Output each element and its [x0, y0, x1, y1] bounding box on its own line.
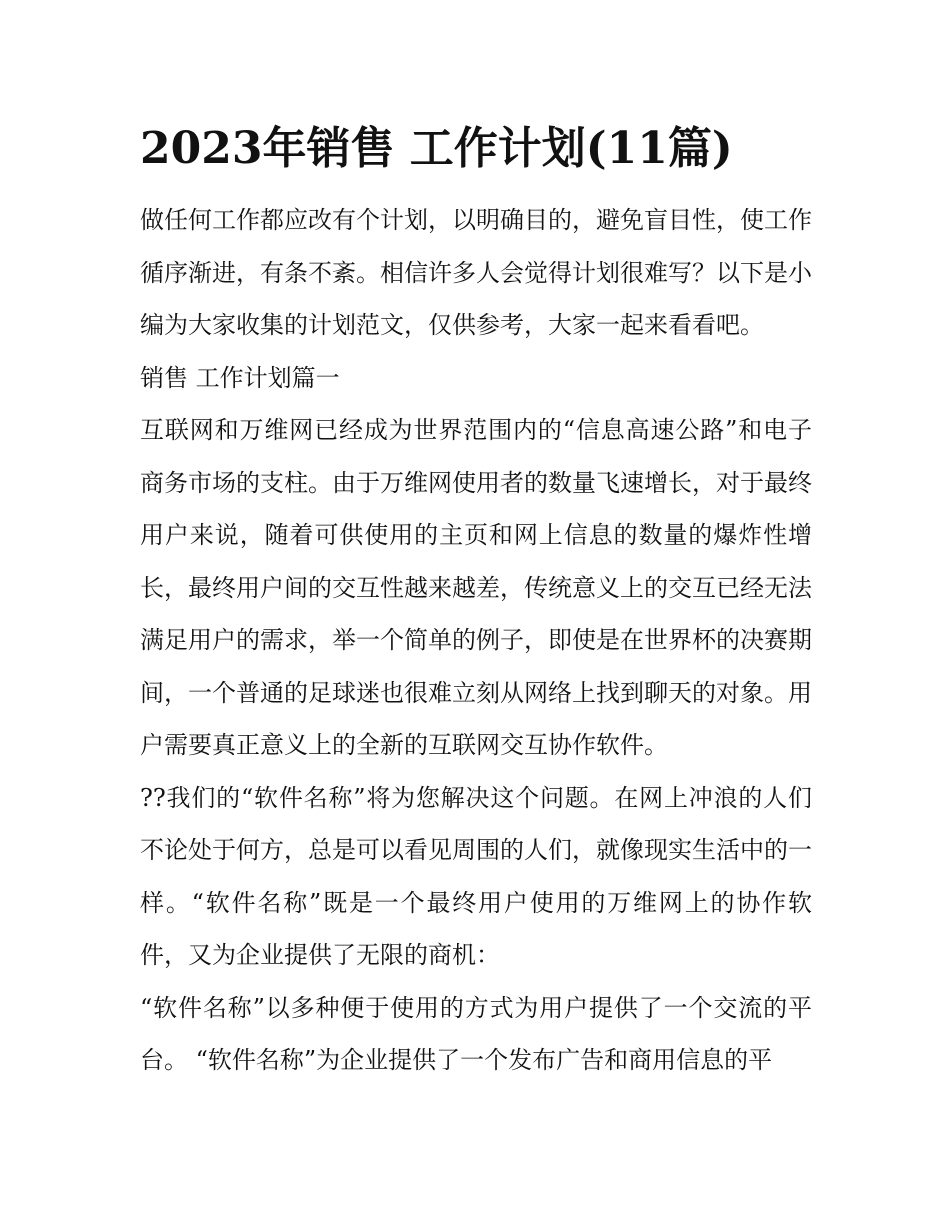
document-page [140, 112, 812, 1087]
intro-paragraph: 做任何工作都应改有个计划，以明确目的，避免盲目性，使工作循序渐进，有条不紊。相信许多人会觉得计划很难写？以下是小编为大家收集的计划范文，仅供参考，大家一起来看看吧。 [140, 206, 812, 339]
section-heading: 销售 工作计划篇一 [140, 363, 340, 392]
body-paragraph: 互联网和万维网已经成为世界范围内的“信息高速公路”和电子商务市场的支柱。由于万维网使用者的数量飞速增长，对于最终用户来说，随着可供使用的主页和网上信息的数量的爆炸性增长，最终用户间的交互性越来越差，传统意义上的交互已经无法满足用户的需求，举一个简单的例子，即使是在世界杯的决赛期间，一个普通的足球迷也很难立刻从网络上找到聊天的对象。用户需要真正意义上的全新的互联网交互协作软件。 [140, 416, 812, 759]
body-paragraph: ??我们的“软件名称”将为您解决这个问题。在网上冲浪的人们不论处于何方，总是可以看见周围的人们，就像现实生活中的一样。“软件名称”既是一个最终用户使用的万维网上的协作软件，又为企业提供了无限的商机： [140, 783, 812, 969]
body-paragraph: “软件名称”以多种便于使用的方式为用户提供了一个交流的平台。 “软件名称”为企业提供了一个发布广告和商用信息的平 [140, 993, 812, 1074]
document-title: 2023年销售 工作计划(11篇) [140, 123, 733, 174]
